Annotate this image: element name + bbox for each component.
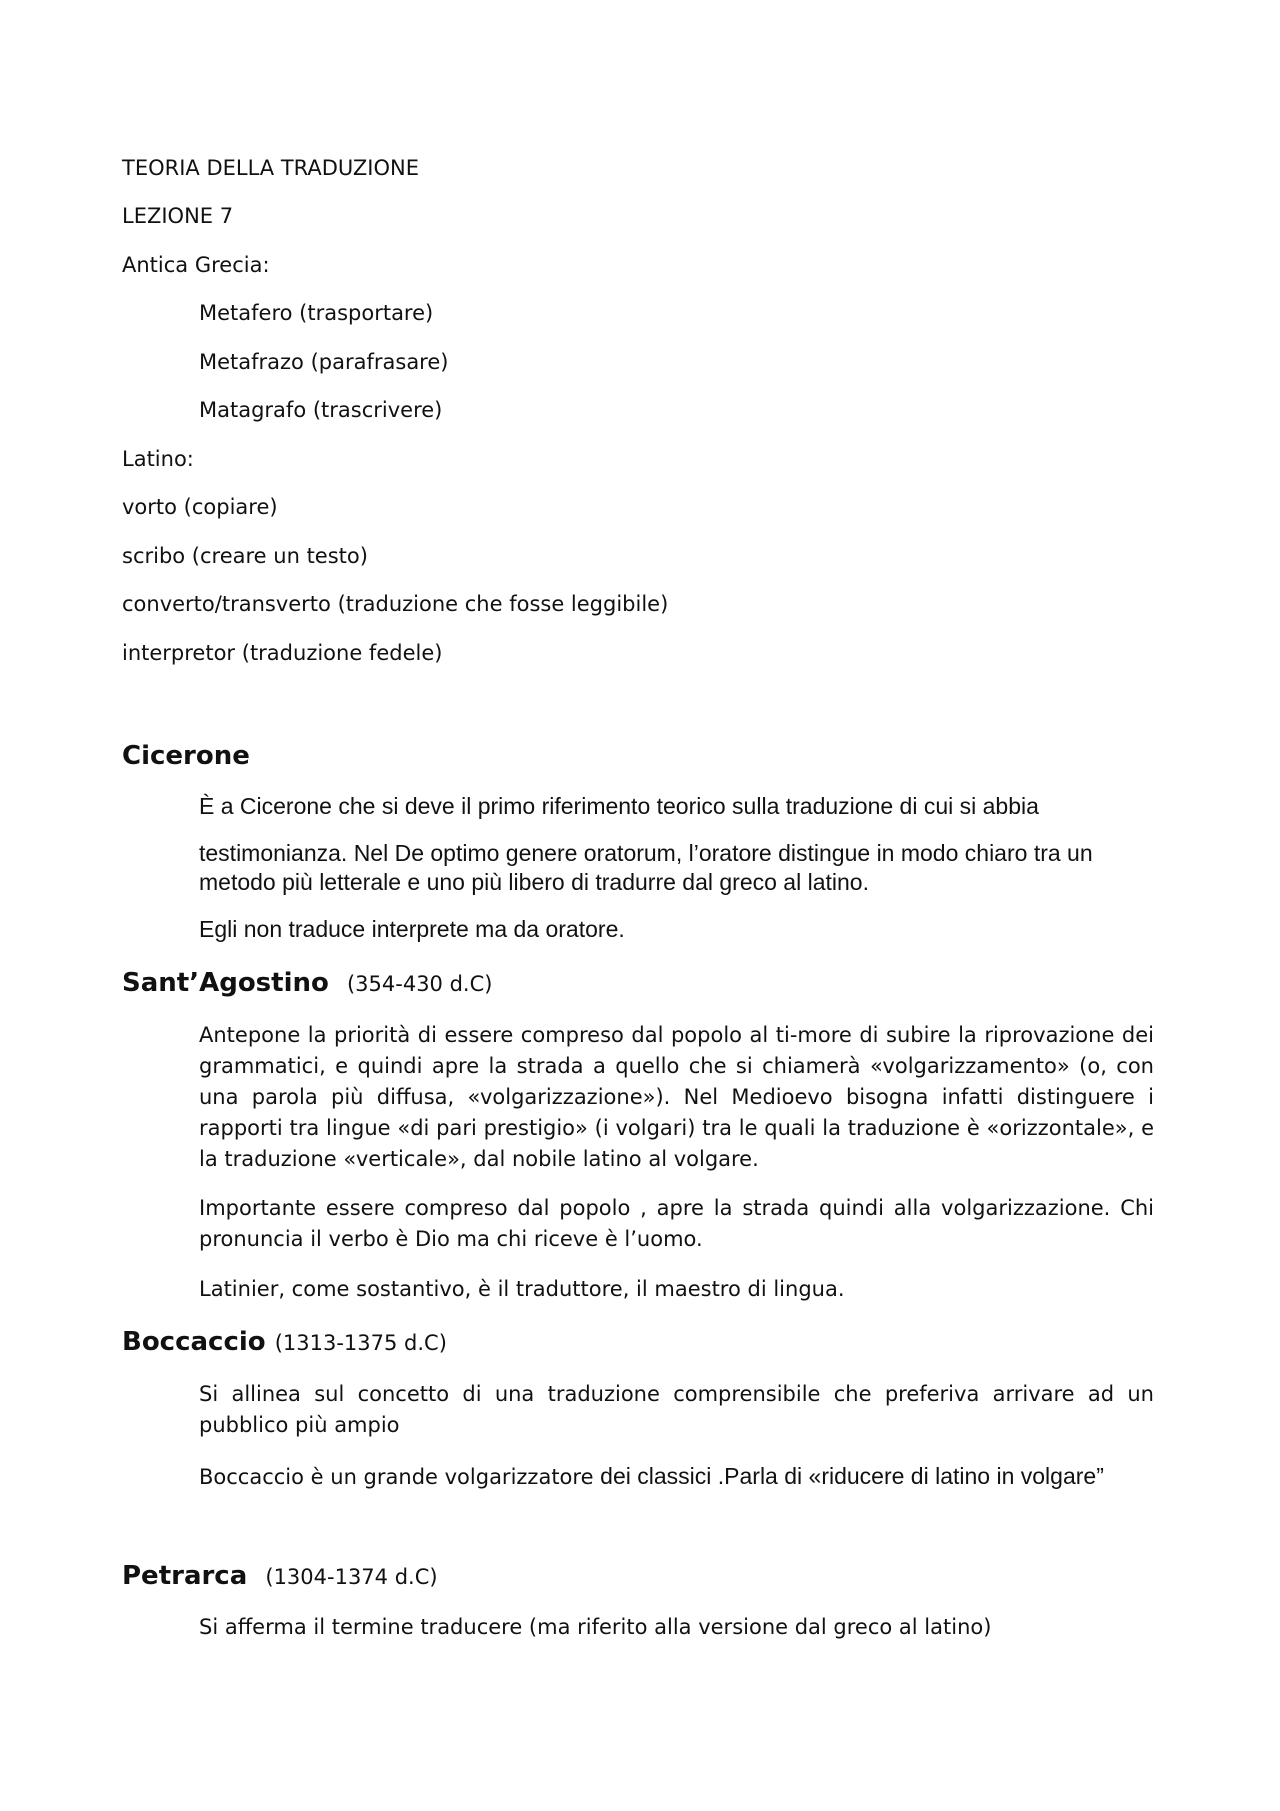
section-heading-agostino (122, 967, 492, 1000)
section-heading-petrarca (122, 1560, 438, 1593)
latin-item: interpretor (traduzione fedele) (122, 641, 443, 665)
document-title: TEORIA DELLA TRADUZIONE (122, 156, 420, 180)
cicerone-paragraph: testimonianza. Nel De optimo genere oratorum, l’oratore distingue in modo chiaro tra un (199, 840, 1093, 866)
boccaccio-text: Boccaccio è un grande volgarizzatore (199, 1465, 601, 1489)
section-heading-cicerone (122, 740, 250, 772)
greek-item: Metafrazo (parafrasare) (199, 350, 449, 374)
agostino-paragraph: Antepone la priorità di essere compreso dal popolo al ti-more di subire la riprovazione dei grammatici, e quindi apre la strada a quello che si chiamerà «volgarizzamento» (o, con una parola più diffusa, «volgarizzazione»). Nel Medioevo bisogna infatti distinguere i rapporti tra lingue «di pari prestigio» (i volgari) tra le quali la traduzione è «orizzontale», e la traduzione «verticale», dal nobile latino al volgare. (199, 1023, 1154, 1171)
section-date: (1313-1375 d.C) (274, 1331, 447, 1355)
cicerone-paragraph: Egli non traduce interprete ma da oratore. (199, 916, 625, 942)
boccaccio-text: dei classici .Parla di «riducere di latino in volgare” (600, 1463, 1104, 1489)
boccaccio-paragraph (199, 1463, 1104, 1490)
section-title: Cicerone (122, 741, 250, 771)
latin-item: scribo (creare un testo) (122, 544, 368, 568)
section-date: (354-430 d.C) (346, 972, 493, 996)
section-title: Sant’Agostino (122, 968, 329, 998)
lesson-label: LEZIONE 7 (122, 204, 234, 228)
boccaccio-paragraph: Si allinea sul concetto di una traduzione comprensibile che preferiva arrivare ad un pubblico più ampio (199, 1382, 1154, 1437)
latin-heading: Latino: (122, 447, 194, 471)
section-title: Boccaccio (122, 1327, 266, 1357)
cicerone-paragraph: metodo più letterale e uno più libero di tradurre dal greco al latino. (199, 869, 869, 895)
greek-item: Metafero (trasportare) (199, 301, 434, 325)
greek-item: Matagrafo (trascrivere) (199, 398, 443, 422)
agostino-paragraph: Latinier, come sostantivo, è il traduttore, il maestro di lingua. (199, 1277, 845, 1301)
agostino-paragraph: Importante essere compreso dal popolo , apre la strada quindi alla volgarizzazione. Chi pronuncia il verbo è Dio ma chi riceve è l’uomo. (199, 1196, 1154, 1251)
section-title: Petrarca (122, 1561, 248, 1591)
section-date: (1304-1374 d.C) (265, 1565, 438, 1589)
latin-item: converto/transverto (traduzione che fosse leggibile) (122, 592, 669, 616)
petrarca-paragraph: Si afferma il termine traducere (ma riferito alla versione dal greco al latino) (199, 1615, 992, 1639)
latin-item: vorto (copiare) (122, 495, 278, 519)
cicerone-paragraph: È a Cicerone che si deve il primo riferimento teorico sulla traduzione di cui si abbia (199, 793, 1039, 819)
section-heading-boccaccio (122, 1326, 447, 1359)
greek-heading: Antica Grecia: (122, 253, 270, 277)
